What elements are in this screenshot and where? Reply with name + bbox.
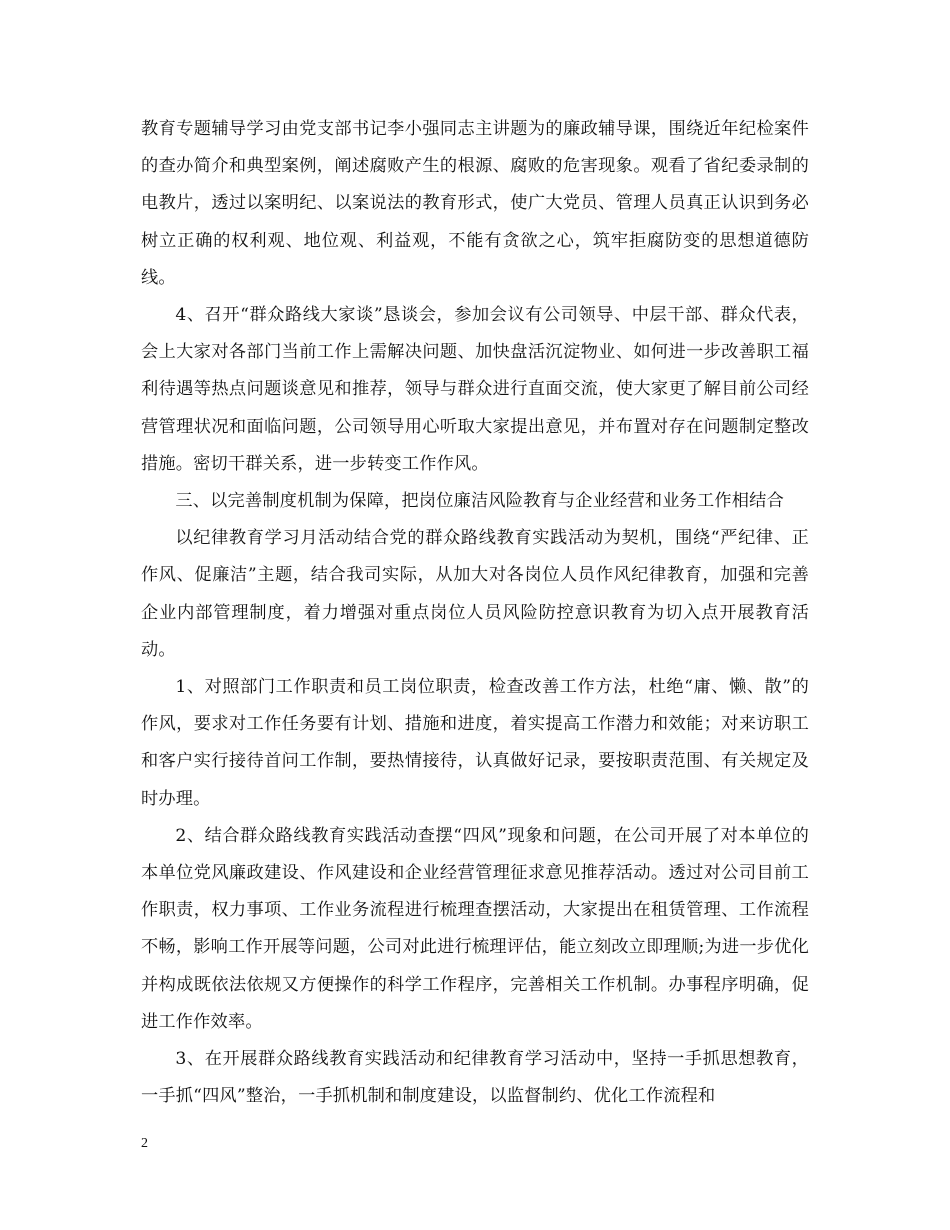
paragraph-6: 2、结合群众路线教育实践活动查摆“四风”现象和问题，在公司开展了对本单位的本单位党风廉政建设、作风建设和企业经营管理征求意见推荐活动。透过对公司目前工作职责，权力事项、工作业务流程进行梳理查摆活动，大家提出在租赁管理、工作流程不畅，影响工作开展等问题，公司对此进行梳理评估，能立刻改立即理顺;为进一步优化并构成既依法依规又方便操作的科学工作程序，完善相关工作机制。办事程序明确，促进工作作效率。	[141, 825, 809, 1032]
document-body	[141, 111, 809, 1115]
paragraph-1: 教育专题辅导学习由党支部书记李小强同志主讲题为的廉政辅导课，围绕近年纪检案件的查办简介和典型案例，阐述腐败产生的根源、腐败的危害现象。观看了省纪委录制的电教片，透过以案明纪、以案说法的教育形式，使广大党员、管理人员真正认识到务必树立正确的权利观、地位观、利益观，不能有贪欲之心，筑牢拒腐防变的思想道德防线。	[141, 119, 809, 288]
paragraph-5: 1、对照部门工作职责和员工岗位职责，检查改善工作方法，杜绝“庸、懒、散”的作风，要求对工作任务要有计划、措施和进度，着实提高工作潜力和效能；对来访职工和客户实行接待首问工作制，要热情接待，认真做好记录，要按职责范围、有关规定及时办理。	[141, 677, 809, 809]
paragraph-3-heading: 三、以完善制度机制为保障，把岗位廉洁风险教育与企业经营和业务工作相结合	[175, 491, 784, 512]
paragraph-2: 4、召开“群众路线大家谈”恳谈会，参加会议有公司领导、中层干部、群众代表，会上大家对各部门当前工作上需解决问题、加快盘活沉淀物业、如何进一步改善职工福利待遇等热点问题谈意见和推荐，领导与群众进行直面交流，使大家更了解目前公司经营管理状况和面临问题，公司领导用心听取大家提出意见，并布置对存在问题制定整改措施。密切干群关系，进一步转变工作作风。	[141, 305, 809, 474]
paragraph-4: 以纪律教育学习月活动结合党的群众路线教育实践活动为契机，围绕“严纪律、正作风、促廉洁”主题，结合我司实际，从加大对各岗位人员作风纪律教育，加强和完善企业内部管理制度，着力增强对重点岗位人员风险防控意识教育为切入点开展教育活动。	[141, 528, 809, 660]
paragraph-7: 3、在开展群众路线教育实践活动和纪律教育学习活动中，坚持一手抓思想教育，一手抓“四风”整治，一手抓机制和制度建设，以监督制约、优化工作流程和	[141, 1049, 809, 1107]
page-number: 2	[141, 1136, 148, 1151]
